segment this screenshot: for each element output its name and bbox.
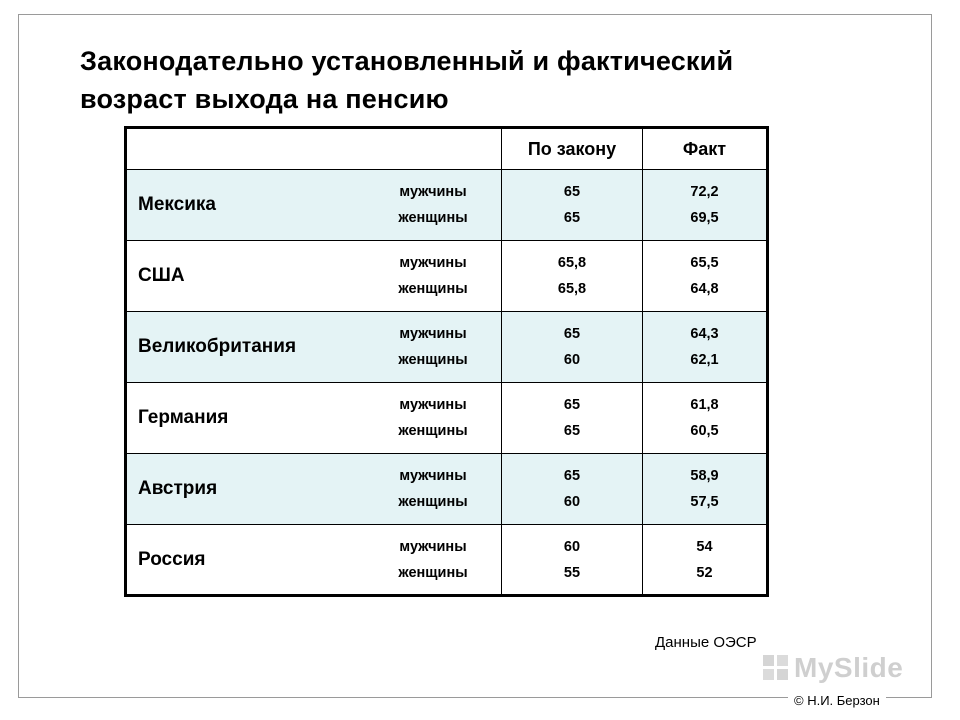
fact-age-cell	[643, 170, 768, 241]
country-cell: Германия	[126, 383, 366, 454]
sex-men: мужчины	[399, 538, 467, 555]
fact-men: 64,3	[690, 326, 719, 342]
sex-cell	[365, 241, 502, 312]
law-men: 60	[563, 538, 581, 555]
sex-men: мужчины	[399, 326, 467, 342]
table-row	[126, 170, 768, 241]
fact-women: 57,5	[690, 494, 719, 510]
table-row	[126, 241, 768, 312]
slide-title-line-1: Законодательно установленный и фактический	[80, 46, 734, 76]
country-cell: США	[126, 241, 366, 312]
header-country-cell	[126, 128, 502, 170]
sex-men: мужчины	[399, 255, 467, 271]
fact-age-cell	[643, 312, 768, 383]
sex-women: женщины	[398, 423, 468, 439]
law-men: 65,8	[557, 255, 587, 271]
fact-women: 60,5	[690, 423, 719, 439]
sex-men: мужчины	[399, 468, 467, 484]
header-fact: Факт	[643, 128, 768, 170]
country-cell: Мексика	[126, 170, 366, 241]
table-row	[126, 312, 768, 383]
fact-women: 64,8	[690, 281, 719, 297]
fact-men: 72,2	[690, 184, 719, 200]
sex-men: мужчины	[399, 184, 467, 200]
law-men: 65	[563, 326, 581, 342]
law-age-cell	[502, 241, 643, 312]
sex-women: женщины	[398, 281, 468, 297]
header-law: По закону	[502, 128, 643, 170]
fact-age-cell	[643, 454, 768, 525]
slide-title	[80, 42, 733, 118]
law-women: 55	[563, 564, 581, 581]
retirement-age-table	[124, 126, 769, 597]
fact-women: 52	[696, 564, 713, 581]
fact-age-cell	[643, 241, 768, 312]
table-row	[126, 454, 768, 525]
law-women: 60	[563, 494, 581, 510]
slide-title-line-2: возраст выхода на пенсию	[80, 84, 449, 114]
sex-women: женщины	[398, 352, 468, 368]
table-row	[126, 525, 768, 596]
sex-cell	[365, 525, 502, 596]
country-cell: Австрия	[126, 454, 366, 525]
law-men: 65	[563, 397, 581, 413]
sex-cell	[365, 312, 502, 383]
sex-cell	[365, 170, 502, 241]
fact-age-cell	[643, 383, 768, 454]
law-age-cell	[502, 170, 643, 241]
country-cell: Россия	[126, 525, 366, 596]
law-age-cell	[502, 383, 643, 454]
copyright-note: © Н.И. Берзон	[788, 692, 886, 710]
fact-age-cell	[643, 525, 768, 596]
law-age-cell	[502, 454, 643, 525]
fact-women: 62,1	[690, 352, 719, 368]
law-women: 65,8	[557, 281, 587, 297]
sex-men: мужчины	[399, 397, 467, 413]
sex-women: женщины	[398, 210, 468, 226]
watermark-text: MySlide	[794, 652, 904, 683]
law-women: 65	[563, 210, 581, 226]
source-note: Данные ОЭСР	[655, 634, 757, 651]
table-row	[126, 383, 768, 454]
law-men: 65	[563, 468, 581, 484]
fact-women: 69,5	[690, 210, 719, 226]
sex-women: женщины	[398, 564, 468, 581]
fact-men: 65,5	[690, 255, 719, 271]
table-header-row	[126, 128, 768, 170]
law-age-cell	[502, 525, 643, 596]
law-men: 65	[563, 184, 581, 200]
fact-men: 54	[696, 538, 713, 555]
country-cell: Великобритания	[126, 312, 366, 383]
law-women: 65	[563, 423, 581, 439]
fact-men: 58,9	[690, 468, 719, 484]
watermark	[760, 650, 925, 692]
sex-cell	[365, 383, 502, 454]
sex-cell	[365, 454, 502, 525]
myslide-logo-icon	[762, 654, 790, 682]
fact-men: 61,8	[690, 397, 719, 413]
sex-women: женщины	[398, 494, 468, 510]
law-age-cell	[502, 312, 643, 383]
law-women: 60	[563, 352, 581, 368]
